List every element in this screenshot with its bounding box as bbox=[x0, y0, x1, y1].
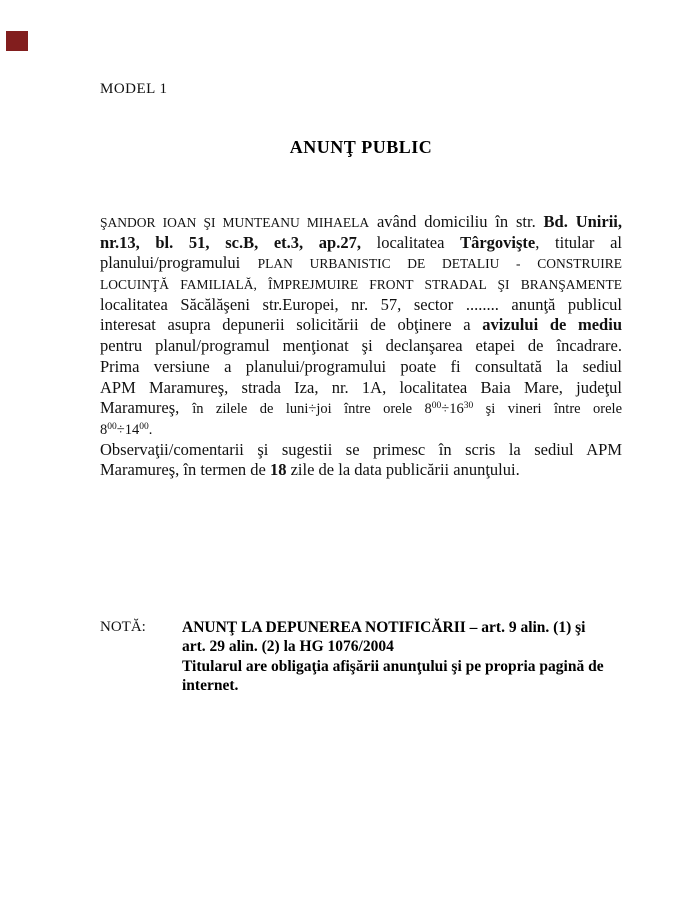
body-text-segment: avizului de mediu bbox=[482, 315, 622, 335]
body-text-segment: Târgovişte bbox=[460, 232, 536, 252]
model-label: MODEL 1 bbox=[100, 81, 168, 97]
corner-stamp bbox=[6, 31, 28, 51]
body-text-segment: 18 bbox=[269, 460, 287, 480]
body-text-segment: localitatea bbox=[361, 232, 461, 252]
body-text-segment: . bbox=[148, 421, 153, 438]
body-text-segment: pentru planul/programul menţionat şi declanşarea etapei de încadrare. bbox=[100, 336, 622, 356]
body-line bbox=[100, 336, 622, 357]
body-line bbox=[100, 212, 622, 233]
body-text-segment: 00 bbox=[431, 401, 442, 412]
body-text-segment: interesat asupra depunerii solicitării de obţinere a bbox=[100, 315, 483, 335]
body-line bbox=[100, 295, 622, 316]
body-text-segment: Bd. Unirii, bbox=[543, 212, 622, 231]
body-line bbox=[100, 233, 622, 254]
body-text-segment: 8 bbox=[100, 421, 108, 438]
body-text-segment: 00 bbox=[107, 421, 117, 432]
body-text-segment: Prima versiune a planului/programului poate fi consultată la sediul bbox=[100, 356, 622, 376]
body-text-segment: şi vineri între orele bbox=[473, 401, 622, 418]
body-text-segment: localitatea Săcălăşeni str.Europei, nr. 57, sector ........ anunţă publicul bbox=[100, 294, 622, 314]
note-line: Titularul are obligaţia afişării anunţului şi pe propria pagină de bbox=[182, 657, 604, 675]
note-line: internet. bbox=[182, 676, 239, 694]
page-title: ANUNŢ PUBLIC bbox=[289, 137, 433, 157]
body-line bbox=[100, 378, 622, 399]
note-line: ANUNŢ LA DEPUNEREA NOTIFICĂRII – art. 9 alin. (1) şi bbox=[182, 619, 586, 636]
body-text-segment: LOCUINŢĂ FAMILIALĂ, ÎMPREJMUIRE FRONT STRADAL ŞI BRANŞAMENTE bbox=[100, 277, 622, 293]
body-paragraph bbox=[100, 212, 622, 481]
note-section bbox=[100, 618, 622, 695]
body-text-segment: zile de la data publicării anunţului. bbox=[286, 460, 520, 480]
body-line bbox=[100, 315, 622, 336]
body-text-segment: PLAN URBANISTIC DE DETALIU - CONSTRUIRE bbox=[257, 256, 622, 272]
body-text-segment: 00 bbox=[139, 421, 149, 432]
note-line: art. 29 alin. (2) la HG 1076/2004 bbox=[182, 638, 394, 656]
body-line bbox=[100, 398, 622, 419]
body-text-segment: , titular al bbox=[535, 232, 622, 252]
body-text-segment: având domiciliu în str. bbox=[369, 212, 544, 231]
body-text-segment: ÷14 bbox=[116, 421, 140, 438]
body-line bbox=[100, 419, 622, 440]
body-line bbox=[100, 460, 622, 481]
body-text-segment: APM Maramureş, strada Iza, nr. 1A, localitatea Baia Mare, judeţul bbox=[100, 377, 622, 397]
body-text-segment: Observaţii/comentarii şi sugestii se primesc în scris la sediul APM bbox=[100, 439, 622, 459]
body-text-segment: planului/programului bbox=[100, 253, 258, 273]
body-text-segment: ŞANDOR IOAN ŞI MUNTEANU MIHAELA bbox=[100, 215, 370, 230]
note-lines bbox=[182, 618, 622, 695]
body-text-segment: ÷16 bbox=[441, 401, 464, 418]
body-text-segment: Maramureş, bbox=[100, 398, 193, 418]
body-text-segment: nr.13, bl. 51, sc.B, et.3, ap.27, bbox=[100, 232, 361, 252]
body-text-segment: Maramureş, în termen de bbox=[100, 460, 270, 480]
body-line bbox=[100, 357, 622, 378]
note-label: NOTĂ: bbox=[100, 619, 146, 635]
body-line bbox=[100, 274, 622, 295]
body-text-segment: 30 bbox=[463, 401, 474, 412]
body-text-segment: în zilele de luni÷joi între orele 8 bbox=[192, 401, 432, 418]
body-line bbox=[100, 253, 622, 274]
body-line bbox=[100, 440, 622, 461]
